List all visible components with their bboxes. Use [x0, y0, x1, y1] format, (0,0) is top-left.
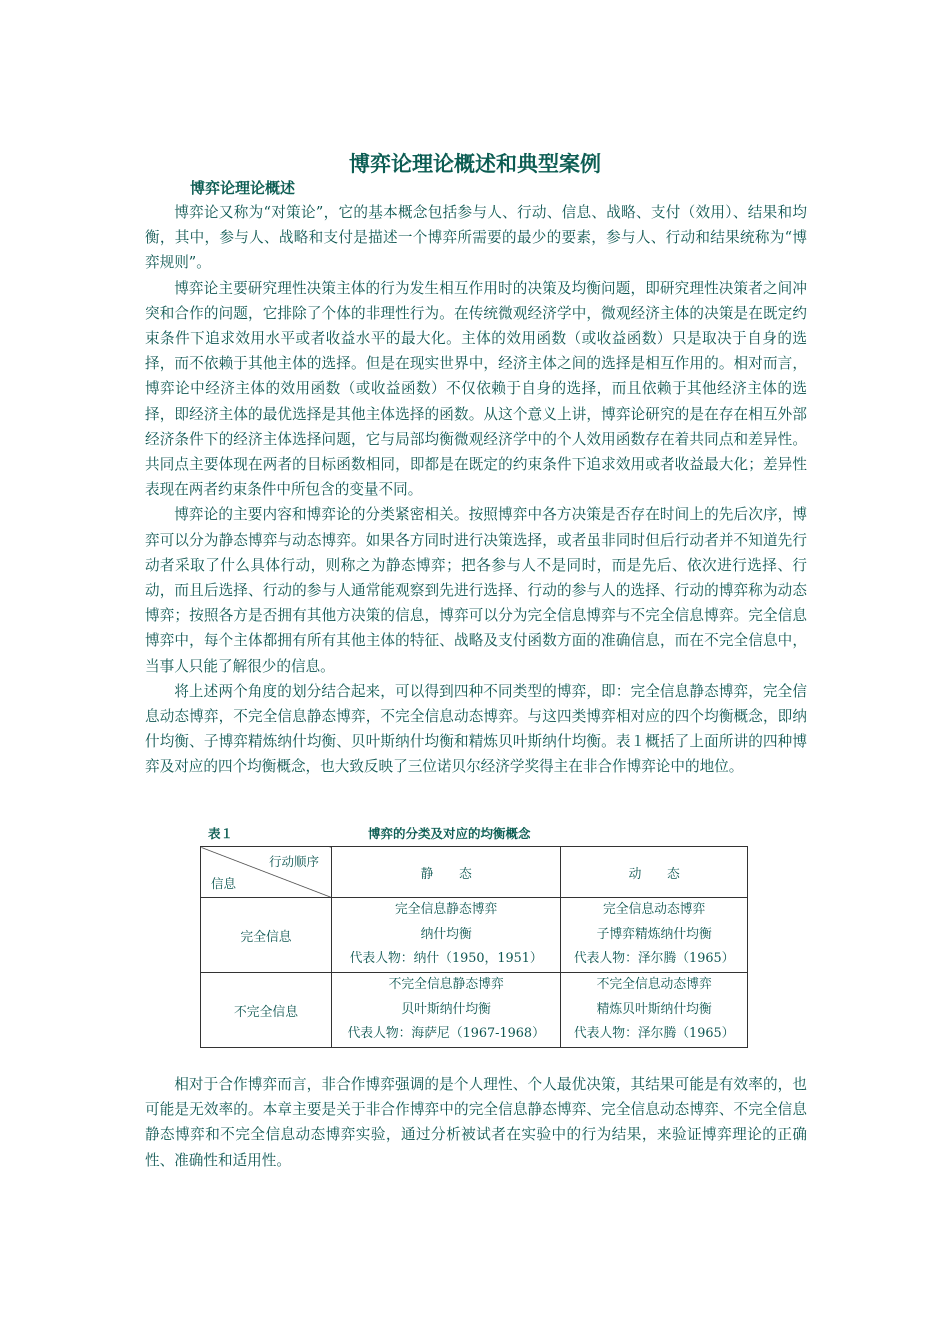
row-header-incomplete-info: 不完全信息	[201, 973, 332, 1048]
table-corner-cell	[201, 847, 332, 898]
table-number: 表１	[208, 826, 234, 841]
cell-incomplete-dynamic	[561, 973, 748, 1048]
row-header-complete-info: 完全信息	[201, 898, 332, 973]
cell-line: 完全信息静态博弈	[394, 902, 498, 918]
corner-label-information: 信息	[211, 876, 237, 891]
cell-line: 代表人物：泽尔腾（1965）	[573, 1026, 735, 1042]
cell-line: 完全信息动态博弈	[602, 902, 706, 918]
cell-incomplete-static	[332, 973, 561, 1048]
cell-line: 代表人物：海萨尼（1967-1968）	[347, 1026, 545, 1042]
cell-line: 代表人物：泽尔腾（1965）	[573, 951, 735, 967]
paragraph-5: 相对于合作博弈而言，非合作博弈强调的是个人理性、个人最优决策，其结果可能是有效率的，也可能是无效率的。本章主要是关于非合作博弈中的完全信息静态博弈、完全信息动态博弈、不完全信息静态博弈和不完全信息动态博弈实验，通过分析被试者在实验中的行为结果，来验证博弈理论的正确性、准确性和适用性。	[145, 1076, 807, 1169]
cell-line: 精炼贝叶斯纳什均衡	[596, 1001, 712, 1017]
paragraph-4: 将上述两个角度的划分结合起来，可以得到四种不同类型的博弈，即：完全信息静态博弈，完全信息动态博弈，不完全信息静态博弈，不完全信息动态博弈。与这四类博弈相对应的四个均衡概念，即纳什均衡、子博弈精炼纳什均衡、贝叶斯纳什均衡和精炼贝叶斯纳什均衡。表１概括了上面所讲的四种博弈及对应的四个均衡概念，也大致反映了三位诺贝尔经济学奖得主在非合作博弈论中的地位。	[145, 682, 807, 776]
cell-line: 子博弈精炼纳什均衡	[596, 926, 712, 942]
paragraph-2: 博弈论主要研究理性决策主体的行为发生相互作用时的决策及均衡问题，即研究理性决策者之间冲突和合作的问题，它排除了个体的非理性行为。在传统微观经济学中，微观经济主体的决策是在既定约束条件下追求效用水平或者收益水平的最大化。主体的效用函数（或收益函数）只是取决于自身的选择，而不依赖于其他主体的选择。但是在现实世界中，经济主体之间的选择是相互作用的。相对而言，博弈论中经济主体的效用函数（或收益函数）不仅依赖于自身的选择，而且依赖于其他经济主体的选择，即经济主体的最优选择是其他主体选择的函数。从这个意义上讲，博弈论研究的是在存在相互外部经济条件下的经济主体选择问题，它与局部均衡微观经济学中的个人效用函数存在着共同点和差异性。共同点主要体现在两者的目标函数相同，即都是在既定的约束条件下追求效用或者收益最大化；差异性表现在两者约束条件中所包含的变量不同。	[145, 279, 807, 499]
table-row	[201, 898, 748, 973]
cell-line: 代表人物：纳什（1950，1951）	[349, 951, 543, 967]
section-heading: 博弈论理论概述	[190, 179, 296, 197]
paragraph-1: 博弈论又称为“对策论”，它的基本概念包括参与人、行动、信息、战略、支付（效用）、结果和均衡，其中，参与人、战略和支付是描述一个博弈所需要的最少的要素，参与人、行动和结果统称为“博弈规则”。	[145, 204, 807, 272]
corner-label-action-order: 行动顺序	[268, 854, 319, 869]
cell-line: 纳什均衡	[420, 926, 472, 942]
paragraph-3: 博弈论的主要内容和博弈论的分类紧密相关。按照博弈中各方决策是否存在时间上的先后次序，博弈可以分为静态博弈与动态博弈。如果各方同时进行决策选择，或者虽非同时但后行动者并不知道先行动者采取了什么具体行动，则称之为静态博弈；把各参与人不是同时，而是先后、依次进行选择、行动，而且后选择、行动的参与人通常能观察到先进行选择、行动的参与人的选择、行动的博弈称为动态博弈；按照各方是否拥有其他方决策的信息，博弈可以分为完全信息博弈与不完全信息博弈。完全信息博弈中，每个主体都拥有所有其他主体的特征、战略及支付函数方面的准确信息，而在不完全信息中，当事人只能了解很少的信息。	[145, 506, 807, 675]
cell-complete-static	[332, 898, 561, 973]
closing-text	[145, 1072, 807, 1173]
document-title: 博弈论理论概述和典型案例	[349, 152, 601, 176]
table-caption-text: 博弈的分类及对应的均衡概念	[368, 826, 531, 841]
column-header-static: 静 态	[332, 847, 561, 898]
table-header-row	[201, 847, 748, 898]
cell-line: 不完全信息静态博弈	[388, 977, 504, 993]
game-classification-table	[200, 846, 748, 1048]
cell-line: 不完全信息动态博弈	[596, 977, 712, 993]
cell-complete-dynamic	[561, 898, 748, 973]
column-header-dynamic: 动 态	[561, 847, 748, 898]
table-row	[201, 973, 748, 1048]
body-text	[145, 200, 807, 780]
cell-line: 贝叶斯纳什均衡	[401, 1001, 491, 1017]
